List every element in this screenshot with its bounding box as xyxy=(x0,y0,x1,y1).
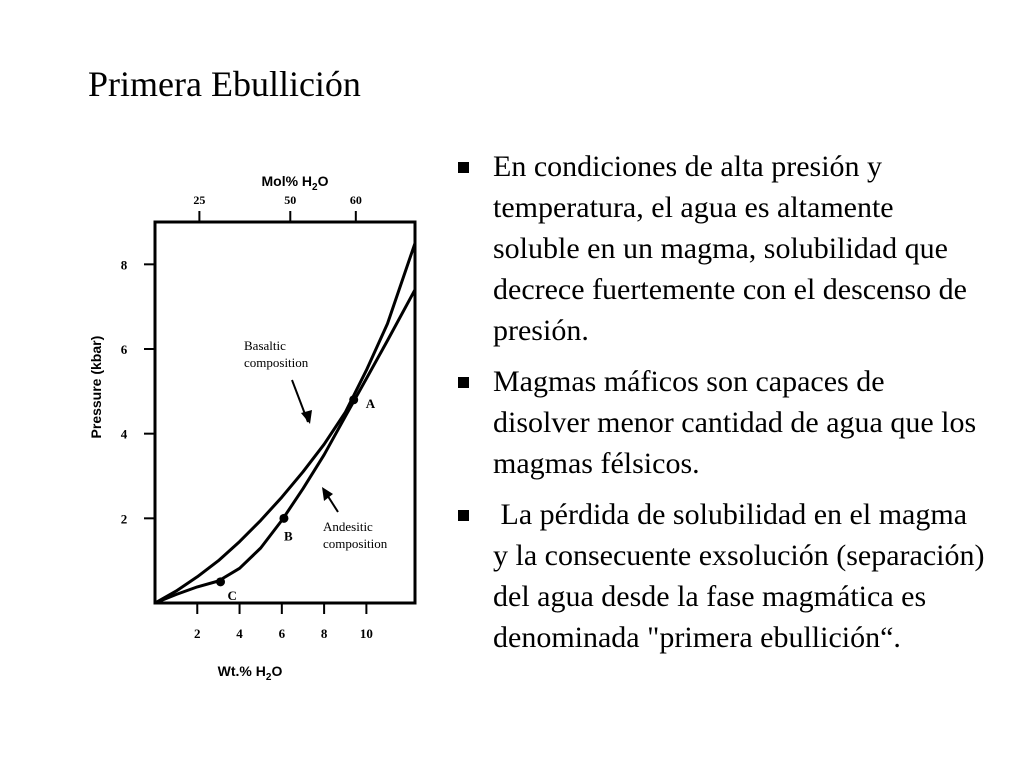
basaltic-arrow-head xyxy=(301,410,312,424)
bullet-text: La pérdida de solubilidad en el magma y la consecuente exsolución (separación) del agua desde la fase magmática es denominada "primera ebullición“. xyxy=(493,498,992,654)
andesitic-annotation-line2: composition xyxy=(323,536,388,551)
top-tick-label: 60 xyxy=(349,193,362,207)
y-tick-label: 6 xyxy=(120,342,128,357)
andesitic-annotation-line1: Andesitic xyxy=(323,519,373,534)
bullet-text: Magmas máficos son capaces de disolver menor cantidad de agua que los magmas félsicos. xyxy=(493,365,984,480)
bullet-text: En condiciones de alta presión y temperatura, el agua es altamente soluble en un magma, solubilidad que decrece fuertemente con el descenso de presión. xyxy=(493,150,975,347)
bullet-square-icon xyxy=(458,162,469,173)
bullet-item xyxy=(455,494,992,658)
pressure-solubility-chart xyxy=(80,160,440,680)
top-axis-label: Mol% $H_2O$ xyxy=(261,173,329,193)
x-axis-label: Wt.% $H_2O$ xyxy=(217,663,283,680)
x-tick-label: 8 xyxy=(320,626,328,641)
bullet-item xyxy=(455,146,985,351)
y-tick-label: 2 xyxy=(120,511,128,527)
bullet-square-icon xyxy=(458,510,469,521)
bullet-square-icon xyxy=(458,377,469,388)
top-tick-label: 25 xyxy=(193,193,206,207)
data-point-a xyxy=(349,395,358,404)
x-tick-label: 2 xyxy=(194,626,201,641)
point-label-c: C xyxy=(227,587,237,603)
data-point-b xyxy=(279,514,288,523)
y-tick-label: 8 xyxy=(120,257,128,273)
chart-svg xyxy=(80,160,440,680)
basaltic-annotation-line1: Basaltic xyxy=(244,338,286,353)
andesitic-arrow-head xyxy=(322,487,333,501)
basaltic-annotation-line2: composition xyxy=(244,355,309,370)
bullet-item xyxy=(455,361,985,484)
x-tick-label: 6 xyxy=(278,626,286,641)
x-tick-label: 10 xyxy=(359,626,373,641)
andesitic-curve xyxy=(155,290,415,603)
bullet-list xyxy=(455,146,992,668)
point-label-a: A xyxy=(365,395,376,411)
data-point-c xyxy=(216,577,225,586)
y-axis-label: Pressure (kbar) xyxy=(88,335,104,439)
point-label-b: B xyxy=(283,528,293,544)
top-tick-label: 50 xyxy=(284,193,297,207)
y-tick-label: 4 xyxy=(120,426,128,442)
slide-title: Primera Ebullición xyxy=(88,64,361,104)
x-tick-label: 4 xyxy=(236,626,243,641)
